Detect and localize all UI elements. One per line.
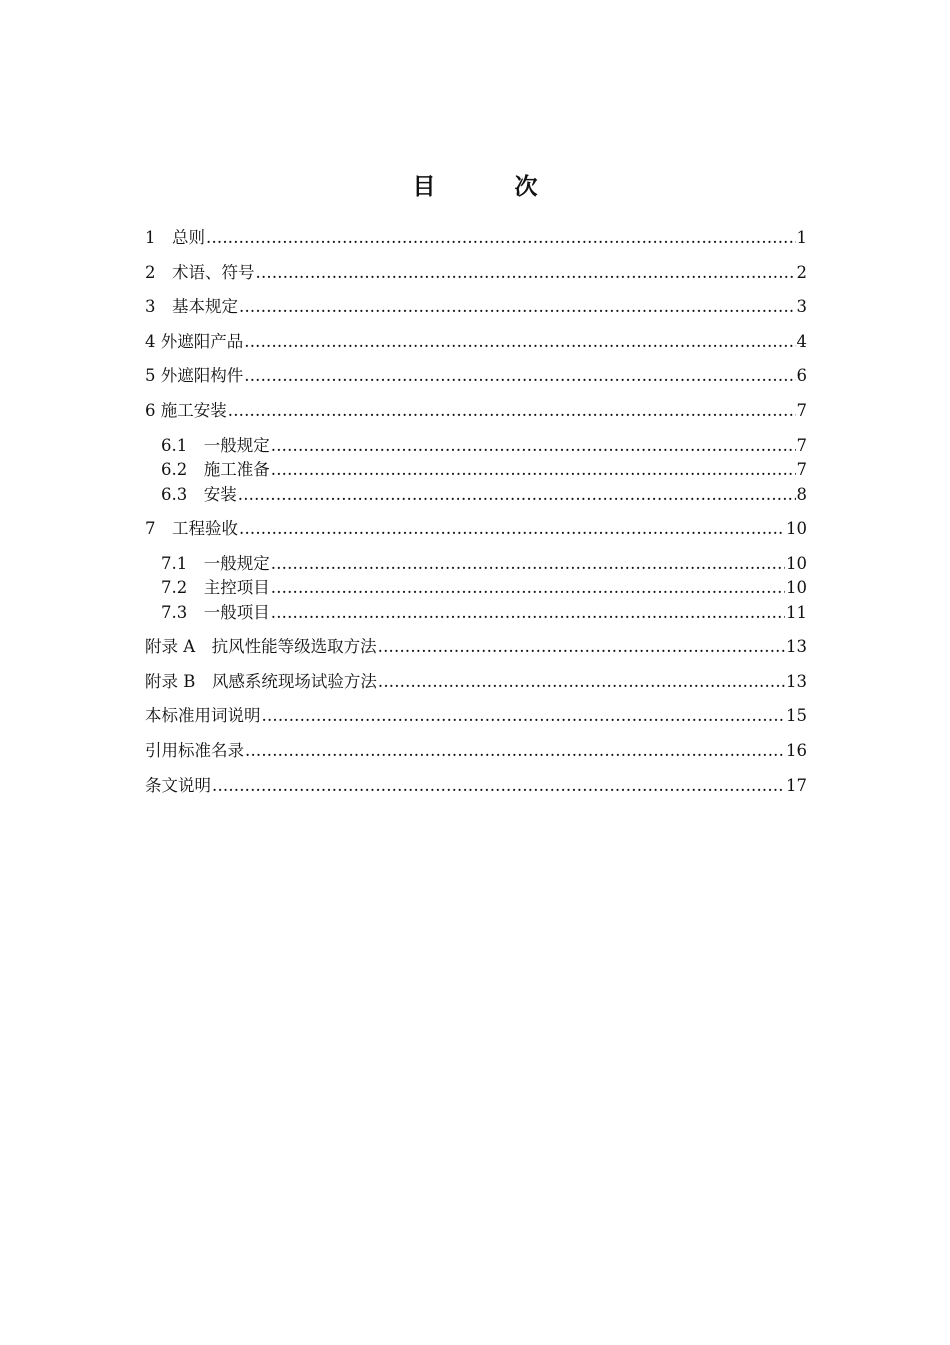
toc-entry-page: 6 [796,366,807,386]
toc-entry[interactable] [145,739,807,763]
dot-leader [271,458,796,482]
dot-leader [262,704,786,728]
toc-entry-label: 一般项目 [203,602,270,622]
toc-entry-label: 一般规定 [203,435,270,455]
toc-entry-page: 15 [786,706,807,726]
dot-leader [238,483,796,507]
dot-leader [212,774,785,798]
dot-leader [271,576,785,600]
toc-entry-page: 4 [796,331,807,351]
dot-leader [239,517,785,541]
toc-entry-label: 外遮阳构件 [160,366,244,386]
toc-entry-number: 7.3 [161,602,204,622]
dot-leader [244,330,795,354]
toc-entry-page: 7 [796,400,807,420]
toc-entry-label: 施工准备 [203,460,270,480]
toc-entry-number: 2 [145,262,172,282]
toc-subentry[interactable] [145,458,807,483]
toc-entry-label: 主控项目 [203,578,270,598]
toc-entry-number: 附录 B [145,671,212,691]
toc-entry-label: 术语、符号 [172,262,255,282]
toc-entry[interactable] [145,364,807,388]
toc-subentry[interactable] [145,552,807,577]
toc-entry-label: 引用标准名录 [145,740,244,760]
toc-entry-page: 10 [786,553,807,573]
toc-entry[interactable] [145,399,807,423]
toc-entry-number: 5 [145,366,161,386]
dot-leader [271,601,785,625]
toc-entry[interactable] [145,635,807,659]
toc-entry-number: 3 [145,297,172,317]
dot-leader [271,434,796,458]
toc-entry-page: 10 [786,519,807,539]
toc-entry-number: 1 [145,228,172,247]
toc-subentry[interactable] [145,483,807,508]
dot-leader [239,295,796,319]
toc-entry-page: 11 [786,602,807,622]
toc-entry-label: 风感系统现场试验方法 [211,671,377,691]
toc-subentry[interactable] [145,601,807,626]
toc-entry-page: 7 [796,435,807,455]
toc-entry-label: 总则 [172,228,205,247]
toc-entry-page: 10 [786,578,807,598]
dot-leader [206,226,796,250]
toc-entry[interactable] [145,517,807,541]
toc-entry-label: 条文说明 [145,775,211,795]
toc-entry-page: 13 [786,637,807,657]
table-of-contents [145,226,807,808]
dot-leader [245,739,785,763]
dot-leader [271,552,785,576]
toc-entry-number: 6 [145,400,161,420]
toc-entry-label: 基本规定 [172,297,238,317]
toc-entry[interactable] [145,704,807,728]
toc-entry-label: 安装 [203,484,237,504]
toc-entry-page: 13 [786,671,807,691]
toc-entry-label: 本标准用词说明 [145,706,261,726]
page-title: 目 次 [412,173,566,200]
toc-entry-number: 7.1 [161,553,204,573]
toc-entry-page: 16 [786,740,807,760]
toc-entry-page: 17 [786,775,807,795]
toc-subentry[interactable] [145,434,807,459]
toc-entry[interactable] [145,261,807,285]
toc-entry-page: 2 [796,262,807,282]
toc-entry[interactable] [145,774,807,798]
toc-entry-label: 抗风性能等级选取方法 [211,637,377,657]
toc-entry-page: 7 [796,460,807,480]
toc-entry-number: 附录 A [145,637,212,657]
toc-entry-page: 3 [796,297,807,317]
toc-entry[interactable] [145,670,807,694]
toc-entry-page: 8 [796,484,807,504]
toc-entry-label: 外遮阳产品 [160,331,244,351]
dot-leader [244,364,795,388]
dot-leader [228,399,796,423]
toc-subentry[interactable] [145,576,807,601]
toc-entry-number: 6.1 [161,435,204,455]
toc-entry-label: 工程验收 [172,519,238,539]
dot-leader [378,635,785,659]
toc-entry[interactable] [145,295,807,319]
toc-entry[interactable] [145,330,807,354]
toc-entry-number: 7 [145,519,172,539]
toc-entry-label: 施工安装 [160,400,227,420]
toc-entry[interactable] [145,226,807,250]
toc-entry-number: 7.2 [161,578,204,598]
toc-entry-number: 6.3 [161,484,204,504]
dot-leader [378,670,785,694]
dot-leader [256,261,796,285]
toc-entry-page: 1 [796,228,807,247]
toc-entry-label: 一般规定 [203,553,270,573]
toc-entry-number: 4 [145,331,161,351]
toc-entry-number: 6.2 [161,460,204,480]
